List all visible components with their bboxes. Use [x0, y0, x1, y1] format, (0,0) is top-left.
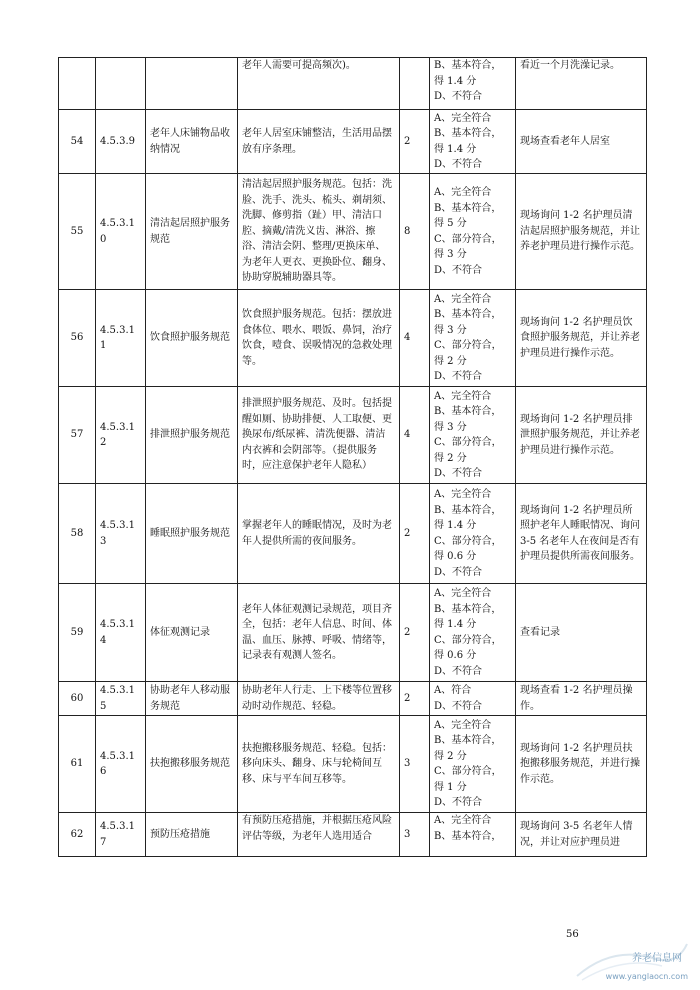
cell-options — [430, 290, 516, 387]
cell-requirement-line: 排泄照护服务规范、及时。包括提醒如厕、协助排便、人工取便、更换尿布/纸尿裤、清洗便器、清洁内衣裤和会阴部等。（提供服务时，应注意保护老年人隐私） — [242, 398, 392, 472]
cell-index: 56 — [59, 290, 96, 387]
cell-method — [516, 174, 647, 290]
cell-item-name — [146, 58, 238, 110]
table-row — [59, 174, 647, 290]
cell-options-line: A、完全符合 — [434, 390, 492, 402]
cell-options-line: B、基本符合， — [434, 603, 502, 615]
cell-options-line: A、符合 — [434, 685, 472, 696]
cell-options-line: C、部分符合， — [434, 535, 502, 547]
cell-method — [516, 484, 647, 584]
cell-requirement-line: 扶抱搬移服务规范、轻稳。包括：移向床头、翻身、床与轮椅间互移、床与平车间互移等。 — [242, 742, 392, 785]
table-row — [59, 290, 647, 387]
cell-options-line: 得 3 分 — [434, 324, 467, 336]
cell-requirement-line: 饮食照护服务规范。包括：摆放进食体位、喂水、喂饭、鼻饲，治疗饮食，噎食、误吸情况的急救处理等。 — [242, 309, 392, 367]
cell-score: 2 — [400, 484, 430, 584]
cell-options-line: D、不符合 — [434, 700, 483, 712]
cell-index: 54 — [59, 110, 96, 174]
cell-score: 4 — [400, 290, 430, 387]
cell-method — [516, 110, 647, 174]
cell-requirement-line: 清洁起居照护服务规范。包括：洗脸、洗手、洗头、梳头、剃胡须、洗脚、修剪指（趾）甲、清洁口腔、摘戴/清洗义齿、淋浴、擦浴、清洁会阴、整理/更换床单、为老年人更衣、更换卧位、翻身、协助穿脱辅助器具等。 — [242, 179, 392, 284]
cell-item-name: 预防压疮措施 — [146, 813, 238, 857]
assessment-table — [58, 57, 647, 857]
cell-options — [430, 387, 516, 484]
cell-clause-code: 4.5.3.11 — [96, 290, 146, 387]
cell-requirement-line: 有预防压疮措施，并根据压疮风险评估等级，为老年人选用适合 — [242, 815, 392, 842]
cell-item-name: 清洁起居照护服务规范 — [146, 174, 238, 290]
assessment-table-body — [59, 58, 647, 857]
cell-options — [430, 682, 516, 716]
cell-index: 60 — [59, 682, 96, 716]
cell-clause-code: 4.5.3.14 — [96, 584, 146, 682]
cell-clause-code: 4.5.3.13 — [96, 484, 146, 584]
cell-item-name: 协助老年人移动服务规范 — [146, 682, 238, 716]
cell-method — [516, 813, 647, 857]
cell-method — [516, 584, 647, 682]
cell-options-line: B、基本符合， — [434, 735, 502, 746]
cell-options-line: A、完全符合 — [434, 489, 492, 500]
table-row — [59, 58, 647, 110]
cell-options — [430, 110, 516, 174]
cell-requirement — [238, 387, 400, 484]
cell-requirement — [238, 484, 400, 584]
cell-options-line: A、完全符合 — [434, 112, 492, 124]
cell-options-line: A、完全符合 — [434, 815, 492, 826]
cell-options-line: B、基本符合， — [434, 128, 502, 139]
cell-options-line: 得 1.4 分 — [434, 520, 477, 531]
cell-options-line: D、不符合 — [434, 159, 483, 170]
cell-requirement — [238, 682, 400, 716]
cell-index: 59 — [59, 584, 96, 682]
cell-options — [430, 174, 516, 290]
cell-item-name: 排泄照护服务规范 — [146, 387, 238, 484]
cell-requirement-line: 老年人居室床铺整洁，生活用品摆放有序条理。 — [242, 128, 392, 155]
cell-options-line: C、部分符合， — [434, 766, 502, 777]
cell-options-line: D、不符合 — [434, 91, 483, 102]
cell-requirement — [238, 174, 400, 290]
cell-index: 55 — [59, 174, 96, 290]
cell-options-line: C、部分符合， — [434, 233, 502, 245]
cell-requirement — [238, 813, 400, 857]
cell-options-line: 得 5 分 — [434, 218, 467, 229]
cell-options-line: 得 3 分 — [434, 421, 467, 433]
cell-options-line: D、不符合 — [434, 264, 483, 276]
cell-options-line: C、部分符合， — [434, 340, 502, 351]
watermark-title: 养老信息网 — [632, 953, 682, 964]
cell-options-line: B、基本符合， — [434, 406, 502, 417]
cell-options-line: 得 0.6 分 — [434, 650, 477, 661]
cell-requirement-line: 老年人体征观测记录规范，项目齐全，包括：老年人信息、时间、体温、血压、脉搏、呼吸、情绪等，记录表有观测人签名。 — [242, 603, 392, 661]
cell-requirement-line: 协助老年人行走、上下楼等位置移动时动作规范、轻稳。 — [242, 685, 392, 712]
cell-options-line: B、基本符合， — [434, 830, 502, 842]
cell-item-name: 扶抱搬移服务规范 — [146, 716, 238, 813]
cell-options — [430, 584, 516, 682]
cell-options-line: D、不符合 — [434, 371, 483, 382]
cell-method — [516, 290, 647, 387]
cell-method-line: 现场询问 1-2 名护理员扶抱搬移服务规范，并进行操作示范。 — [520, 742, 640, 785]
cell-options-line: D、不符合 — [434, 797, 483, 808]
cell-clause-code: 4.5.3.9 — [96, 110, 146, 174]
cell-item-name: 老年人床铺物品收纳情况 — [146, 110, 238, 174]
cell-score — [400, 58, 430, 110]
cell-options-line: D、不符合 — [434, 566, 483, 578]
cell-method-line: 现场询问 1-2 名护理员清洁起居照护服务规范，并让养老护理员进行操作示范。 — [520, 210, 640, 253]
cell-options — [430, 813, 516, 857]
cell-options-line: B、基本符合， — [434, 60, 502, 71]
cell-options-line: C、部分符合， — [434, 437, 502, 448]
cell-index: 58 — [59, 484, 96, 584]
cell-requirement — [238, 290, 400, 387]
cell-options-line: D、不符合 — [434, 468, 483, 479]
cell-item-name: 睡眠照护服务规范 — [146, 484, 238, 584]
cell-options — [430, 484, 516, 584]
cell-requirement — [238, 584, 400, 682]
cell-method-line: 现场询问 1-2 名护理员排泄照护服务规范，并让养老护理员进行操作示范。 — [520, 413, 640, 456]
cell-item-name: 饮食照护服务规范 — [146, 290, 238, 387]
cell-requirement-line: 老年人需要可提高频次)。 — [242, 60, 356, 71]
cell-clause-code: 4.5.3.16 — [96, 716, 146, 813]
cell-requirement — [238, 58, 400, 110]
cell-method — [516, 58, 647, 110]
cell-options-line: B、基本符合， — [434, 309, 502, 320]
table-row — [59, 387, 647, 484]
cell-options-line: B、基本符合， — [434, 504, 502, 516]
cell-clause-code: 4.5.3.12 — [96, 387, 146, 484]
cell-index — [59, 58, 96, 110]
table-row — [59, 813, 647, 857]
cell-clause-code: 4.5.3.15 — [96, 682, 146, 716]
cell-options-line: 得 2 分 — [434, 355, 467, 367]
cell-score: 3 — [400, 813, 430, 857]
cell-options-line: 得 2 分 — [434, 750, 467, 762]
cell-options-line: D、不符合 — [434, 665, 483, 677]
cell-options-line: C、部分符合， — [434, 634, 502, 646]
cell-index: 61 — [59, 716, 96, 813]
page-number: 56 — [566, 929, 579, 940]
table-row — [59, 584, 647, 682]
cell-method-line: 现场询问 3-5 名老年人情况，并让对应护理员进 — [520, 821, 633, 848]
cell-requirement-line: 掌握老年人的睡眠情况，及时为老年人提供所需的夜间服务。 — [242, 520, 392, 547]
cell-score: 2 — [400, 682, 430, 716]
cell-score: 4 — [400, 387, 430, 484]
cell-options-line: 得 2 分 — [434, 452, 467, 464]
cell-method — [516, 716, 647, 813]
cell-options-line: A、完全符合 — [434, 187, 492, 198]
table-row — [59, 484, 647, 584]
cell-options-line: 得 3 分 — [434, 249, 467, 260]
cell-options — [430, 58, 516, 110]
cell-method-line: 现场询问 1-2 名护理员饮食照护服务规范，并让养老护理员进行操作示范。 — [520, 316, 640, 359]
cell-options-line: 得 0.6 分 — [434, 551, 477, 562]
cell-method-line: 现场查看 1-2 名护理员操作。 — [520, 685, 633, 712]
watermark-url: www.yanglaocn.com — [605, 972, 688, 981]
cell-options-line: 得 1.4 分 — [434, 143, 477, 155]
cell-score: 2 — [400, 584, 430, 682]
cell-options-line: 得 1.4 分 — [434, 619, 477, 630]
cell-options-line: A、完全符合 — [434, 588, 492, 599]
cell-method-line: 现场查看老年人居室 — [520, 135, 610, 147]
table-row — [59, 716, 647, 813]
cell-score: 3 — [400, 716, 430, 813]
cell-method — [516, 682, 647, 716]
cell-options — [430, 716, 516, 813]
cell-clause-code: 4.5.3.17 — [96, 813, 146, 857]
cell-item-name: 体征观测记录 — [146, 584, 238, 682]
cell-clause-code — [96, 58, 146, 110]
table-row — [59, 110, 647, 174]
cell-options-line: A、完全符合 — [434, 719, 492, 731]
cell-options-line: 得 1 分 — [434, 781, 467, 793]
cell-requirement — [238, 110, 400, 174]
cell-method-line: 查看记录 — [520, 626, 560, 638]
cell-options-line: 得 1.4 分 — [434, 75, 477, 87]
cell-clause-code: 4.5.3.10 — [96, 174, 146, 290]
cell-options-line: A、完全符合 — [434, 293, 492, 305]
cell-options-line: B、基本符合， — [434, 202, 502, 214]
cell-index: 57 — [59, 387, 96, 484]
cell-method-line: 看近一个月洗澡记录。 — [520, 60, 620, 71]
cell-index: 62 — [59, 813, 96, 857]
cell-requirement — [238, 716, 400, 813]
cell-method-line: 现场询问 1-2 名护理员所照护老年人睡眠情况、询问 3-5 名老年人在夜间是否有护理员提供所需夜间服务。 — [520, 504, 640, 562]
table-row — [59, 682, 647, 716]
cell-method — [516, 387, 647, 484]
cell-score: 8 — [400, 174, 430, 290]
cell-score: 2 — [400, 110, 430, 174]
